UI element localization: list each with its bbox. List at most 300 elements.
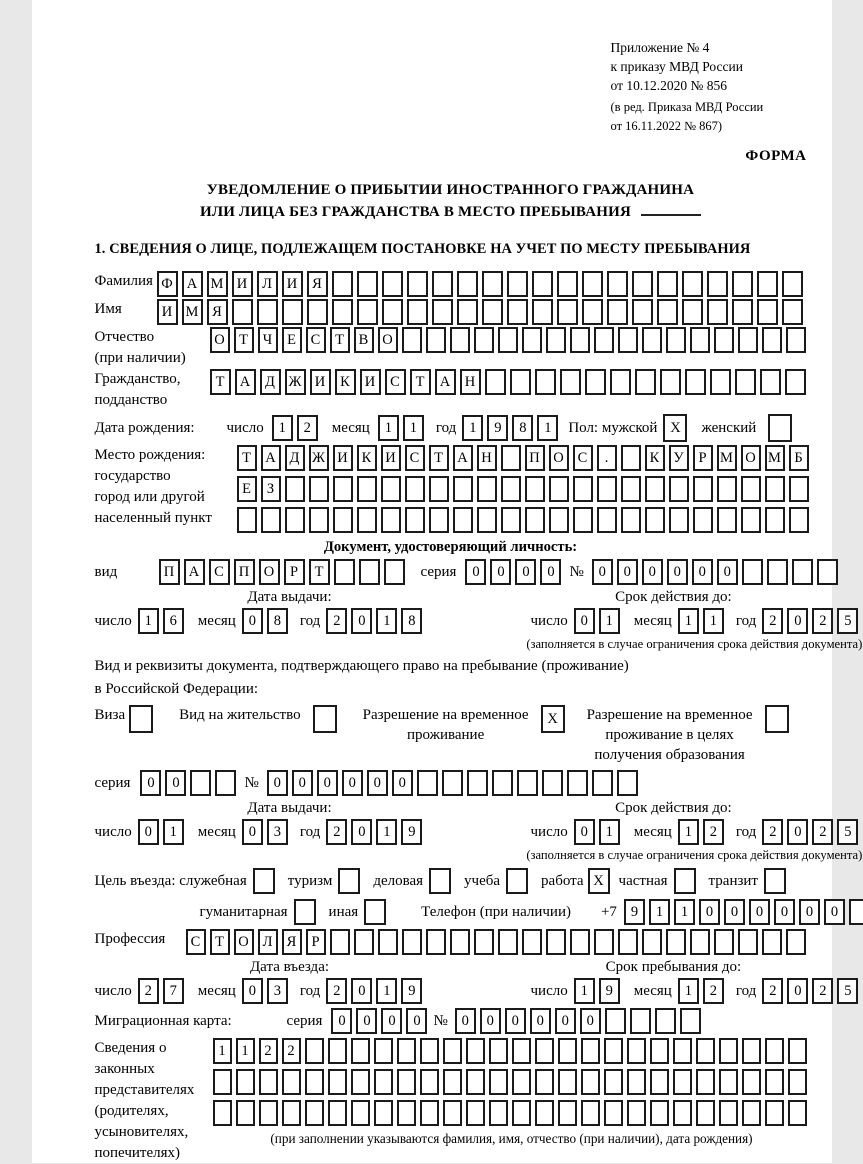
char-cell-empty — [785, 369, 806, 395]
char-cell-empty — [635, 369, 656, 395]
representatives-row — [95, 1038, 807, 1164]
profession-label: Профессия — [94, 931, 166, 947]
residence-permit-option — [179, 705, 340, 733]
char-cell-empty — [618, 327, 638, 353]
residence-issue-day-cells — [138, 819, 188, 845]
char-cell-empty — [657, 271, 678, 297]
char-cell-filled: 3 — [267, 978, 288, 1004]
char-cell-filled: И — [157, 299, 178, 325]
representatives-cells — [213, 1038, 811, 1126]
char-cell-empty — [546, 929, 566, 955]
annex-line: от 10.12.2020 № 856 — [610, 78, 727, 93]
char-cell-empty — [253, 868, 275, 894]
char-cell-filled: Е — [282, 327, 302, 353]
patronymic-row — [95, 327, 807, 369]
residence-issue-header: Дата выдачи: — [247, 800, 332, 816]
char-cell-filled: Т — [330, 327, 350, 353]
char-cell-filled: А — [261, 445, 281, 471]
citizenship-label — [95, 369, 210, 411]
birth-place-cells-row3 — [237, 507, 813, 533]
purpose-work-label: работа — [541, 872, 584, 889]
migration-number-label: № — [433, 1013, 448, 1029]
char-cell-empty — [673, 1038, 692, 1064]
patronymic-label — [95, 327, 210, 369]
char-cell-empty — [765, 1038, 784, 1064]
residence-number-cells — [267, 770, 642, 796]
char-cell-empty — [417, 770, 438, 796]
char-cell-filled: О — [210, 327, 230, 353]
id-doc-validity-col — [485, 588, 863, 652]
char-cell-empty — [742, 1069, 761, 1095]
char-cell-filled: 1 — [376, 819, 397, 845]
id-doc-validity-day-cells — [574, 608, 624, 634]
stay-until-header: Срок пребывания до: — [605, 959, 742, 975]
residence-doc-dates — [94, 799, 863, 863]
residence-validity-header: Срок действия до: — [615, 800, 732, 816]
sex-female-checkbox — [768, 414, 796, 442]
char-cell-empty — [305, 1038, 324, 1064]
char-cell-empty — [535, 1100, 554, 1126]
char-cell-empty — [382, 299, 403, 325]
char-cell-filled: И — [381, 445, 401, 471]
stay-until-col — [485, 958, 863, 1004]
char-cell-empty — [642, 929, 662, 955]
year-label: год — [299, 823, 321, 840]
form-title — [95, 179, 807, 223]
char-cell-filled: 0 — [351, 819, 372, 845]
char-cell-empty — [632, 271, 653, 297]
birth-place-cells-row1 — [237, 445, 813, 471]
char-cell-filled: 1 — [462, 415, 483, 441]
char-cell-empty — [657, 299, 678, 325]
char-cell-empty — [507, 299, 528, 325]
char-cell-empty — [489, 1100, 508, 1126]
residence-permit-label: Вид на жительство — [179, 707, 301, 723]
char-cell-empty — [717, 476, 737, 502]
entry-dates — [94, 958, 852, 1004]
citizenship-label-line1: Гражданство, — [94, 371, 181, 387]
form-title-line2 — [95, 201, 807, 223]
char-cell-empty — [567, 770, 588, 796]
char-cell-empty — [357, 476, 377, 502]
char-cell-empty — [558, 1038, 577, 1064]
char-cell-empty — [732, 299, 753, 325]
char-cell-filled: 2 — [762, 608, 783, 634]
birth-place-label-line3: город или другой — [94, 489, 205, 505]
char-cell-empty — [768, 414, 792, 442]
char-cell-empty — [817, 559, 838, 585]
char-cell-empty — [762, 327, 782, 353]
char-cell-empty — [594, 929, 614, 955]
purpose-private-checkbox — [674, 868, 700, 894]
char-cell-empty — [334, 559, 355, 585]
given-name-label: Имя — [94, 301, 122, 317]
residence-doc-serial-row — [95, 770, 807, 796]
phone-prefix: +7 — [600, 903, 617, 920]
purpose-private-label: частная — [618, 872, 668, 889]
day-label: число — [94, 823, 132, 840]
char-cell-filled: 2 — [812, 978, 833, 1004]
char-cell-empty — [474, 929, 494, 955]
char-cell-empty — [617, 770, 638, 796]
birth-year-label: год — [435, 420, 457, 436]
char-cell-empty — [714, 327, 734, 353]
char-cell-filled: . — [597, 445, 617, 471]
char-cell-filled: 1 — [376, 608, 397, 634]
residence-issue-col — [95, 799, 485, 863]
profession-cells — [186, 929, 810, 955]
char-cell-empty — [381, 507, 401, 533]
char-cell-filled: 0 — [465, 559, 486, 585]
char-cell-empty — [328, 1100, 347, 1126]
char-cell-empty — [597, 507, 617, 533]
char-cell-filled: З — [261, 476, 281, 502]
char-cell-empty — [765, 705, 789, 733]
char-cell-filled: А — [235, 369, 256, 395]
char-cell-filled: 0 — [317, 770, 338, 796]
char-cell-empty — [535, 369, 556, 395]
char-cell-empty — [621, 476, 641, 502]
char-cell-filled: 1 — [138, 608, 159, 634]
char-cell-empty — [535, 1069, 554, 1095]
representatives-cells-row1 — [213, 1038, 811, 1064]
residence-number-label: № — [244, 775, 259, 791]
char-cell-filled: Т — [237, 445, 257, 471]
char-cell-filled: И — [282, 271, 303, 297]
char-cell-empty — [374, 1100, 393, 1126]
char-cell-filled: Д — [285, 445, 305, 471]
char-cell-empty — [129, 705, 153, 733]
char-cell-filled: 0 — [555, 1008, 576, 1034]
char-cell-empty — [549, 476, 569, 502]
day-label: число — [94, 982, 132, 999]
id-doc-validity-note: (заполняется в случае ограничения срока действия документа) — [526, 637, 863, 651]
char-cell-empty — [607, 271, 628, 297]
char-cell-empty — [604, 1069, 623, 1095]
residence-validity-col — [485, 799, 863, 863]
char-cell-empty — [532, 299, 553, 325]
month-label: месяц — [633, 982, 672, 999]
edu-residence-label — [587, 705, 753, 765]
char-cell-filled: Л — [258, 929, 278, 955]
char-cell-filled: 0 — [406, 1008, 427, 1034]
given-name-cells — [157, 299, 807, 325]
char-cell-empty — [604, 1100, 623, 1126]
char-cell-empty — [482, 271, 503, 297]
char-cell-empty — [650, 1100, 669, 1126]
temp-residence-option — [363, 705, 569, 745]
char-cell-empty — [570, 929, 590, 955]
char-cell-empty — [374, 1038, 393, 1064]
char-cell-empty — [330, 929, 350, 955]
purpose-humanitarian-label: гуманитарная — [199, 903, 288, 920]
char-cell-filled: И — [333, 445, 353, 471]
char-cell-empty — [546, 327, 566, 353]
char-cell-empty — [305, 1069, 324, 1095]
residence-issue-year-cells — [326, 819, 426, 845]
char-cell-empty — [357, 299, 378, 325]
char-cell-filled: М — [765, 445, 785, 471]
char-cell-empty — [498, 327, 518, 353]
char-cell-filled: Ф — [157, 271, 178, 297]
char-cell-filled: Я — [282, 929, 302, 955]
year-label: год — [735, 982, 757, 999]
sex-male-label: Пол: мужской — [568, 420, 658, 436]
char-cell-filled: 2 — [259, 1038, 278, 1064]
birth-day-label: число — [226, 420, 264, 436]
char-cell-empty — [237, 507, 257, 533]
char-cell-empty — [374, 1069, 393, 1095]
id-doc-number-label: № — [569, 564, 584, 580]
char-cell-empty — [512, 1038, 531, 1064]
char-cell-empty — [457, 271, 478, 297]
char-cell-empty — [429, 476, 449, 502]
char-cell-empty — [450, 929, 470, 955]
char-cell-empty — [719, 1069, 738, 1095]
profession-row — [95, 929, 807, 955]
char-cell-filled: 1 — [599, 819, 620, 845]
char-cell-filled: 0 — [617, 559, 638, 585]
representatives-label-line2: законных — [94, 1061, 155, 1077]
residence-validity-year-cells — [762, 819, 862, 845]
year-label: год — [735, 612, 757, 629]
char-cell-empty — [313, 705, 337, 733]
char-cell-filled: 0 — [242, 978, 263, 1004]
char-cell-empty — [402, 327, 422, 353]
char-cell-empty — [581, 1100, 600, 1126]
char-cell-empty — [498, 929, 518, 955]
char-cell-filled: 2 — [297, 415, 318, 441]
char-cell-filled: 0 — [242, 819, 263, 845]
char-cell-filled: 0 — [787, 608, 808, 634]
char-cell-empty — [666, 327, 686, 353]
birth-place-label-line1: Место рождения: — [94, 447, 206, 463]
char-cell-filled: 0 — [515, 559, 536, 585]
char-cell-empty — [309, 476, 329, 502]
representatives-label — [95, 1038, 213, 1164]
char-cell-empty — [742, 1038, 761, 1064]
char-cell-empty — [742, 1100, 761, 1126]
char-cell-filled: X — [588, 868, 610, 894]
char-cell-filled: П — [159, 559, 180, 585]
char-cell-empty — [382, 271, 403, 297]
temp-residence-checkbox — [541, 705, 569, 733]
char-cell-empty — [849, 899, 863, 925]
purpose-official-checkbox — [253, 868, 279, 894]
char-cell-filled: Я — [307, 271, 328, 297]
form-title-line1: УВЕДОМЛЕНИЕ О ПРИБЫТИИ ИНОСТРАННОГО ГРАЖДАНИНА — [206, 182, 695, 198]
char-cell-filled: 0 — [367, 770, 388, 796]
char-cell-empty — [426, 929, 446, 955]
day-label: число — [530, 612, 568, 629]
char-cell-filled: 0 — [592, 559, 613, 585]
citizenship-label-line2: подданство — [94, 392, 168, 408]
char-cell-filled: 0 — [787, 819, 808, 845]
char-cell-empty — [507, 271, 528, 297]
char-cell-empty — [285, 507, 305, 533]
char-cell-empty — [351, 1069, 370, 1095]
birth-place-label-line4: населенный пункт — [94, 510, 212, 526]
char-cell-filled: Р — [693, 445, 713, 471]
char-cell-empty — [477, 507, 497, 533]
char-cell-filled: Т — [410, 369, 431, 395]
char-cell-filled: 1 — [272, 415, 293, 441]
char-cell-filled: 0 — [455, 1008, 476, 1034]
residence-validity-month-cells — [678, 819, 728, 845]
char-cell-filled: 0 — [692, 559, 713, 585]
char-cell-empty — [707, 271, 728, 297]
char-cell-empty — [432, 271, 453, 297]
char-cell-filled: 1 — [163, 819, 184, 845]
char-cell-filled: 2 — [812, 819, 833, 845]
char-cell-filled: 8 — [512, 415, 533, 441]
char-cell-filled: 9 — [624, 899, 645, 925]
char-cell-empty — [696, 1038, 715, 1064]
representatives-label-line5: усыновителях, — [94, 1124, 189, 1140]
char-cell-empty — [501, 476, 521, 502]
char-cell-filled: 1 — [678, 978, 699, 1004]
purpose-business-checkbox — [429, 868, 455, 894]
section1-heading: 1. СВЕДЕНИЯ О ЛИЦЕ, ПОДЛЕЖАЩЕМ ПОСТАНОВКЕ НА УЧЕТ ПО МЕСТУ ПРЕБЫВАНИЯ — [94, 241, 751, 257]
char-cell-empty — [215, 770, 236, 796]
representatives-cells-row3 — [213, 1100, 811, 1126]
char-cell-empty — [685, 369, 706, 395]
char-cell-empty — [525, 476, 545, 502]
char-cell-filled: 0 — [642, 559, 663, 585]
char-cell-filled: Н — [460, 369, 481, 395]
char-cell-filled: 1 — [213, 1038, 232, 1064]
char-cell-filled: Д — [260, 369, 281, 395]
char-cell-filled: 9 — [401, 978, 422, 1004]
entry-date-row — [95, 978, 485, 1004]
id-doc-issue-month-cells — [242, 608, 292, 634]
char-cell-empty — [522, 929, 542, 955]
edu-residence-label-line2: проживание в целях — [605, 727, 734, 743]
char-cell-empty — [597, 476, 617, 502]
char-cell-empty — [397, 1069, 416, 1095]
char-cell-filled: Т — [429, 445, 449, 471]
char-cell-empty — [792, 559, 813, 585]
char-cell-empty — [782, 299, 803, 325]
char-cell-filled: 9 — [487, 415, 508, 441]
char-cell-filled: 0 — [540, 559, 561, 585]
char-cell-empty — [570, 327, 590, 353]
purpose-humanitarian-checkbox — [294, 899, 320, 925]
id-doc-type-label: вид — [94, 564, 118, 580]
char-cell-filled: 0 — [490, 559, 511, 585]
id-doc-number-cells — [592, 559, 842, 585]
char-cell-filled: С — [186, 929, 206, 955]
id-doc-heading: Документ, удостоверяющий личность: — [323, 539, 578, 555]
char-cell-filled: 2 — [326, 819, 347, 845]
char-cell-empty — [558, 1069, 577, 1095]
char-cell-empty — [407, 271, 428, 297]
purpose-other-label: иная — [328, 903, 359, 920]
char-cell-filled: О — [234, 929, 254, 955]
char-cell-filled: 0 — [530, 1008, 551, 1034]
char-cell-empty — [549, 507, 569, 533]
char-cell-empty — [257, 299, 278, 325]
temp-residence-label-line2: проживание — [406, 727, 485, 743]
char-cell-empty — [453, 507, 473, 533]
char-cell-empty — [680, 1008, 701, 1034]
char-cell-empty — [560, 369, 581, 395]
char-cell-empty — [282, 1069, 301, 1095]
char-cell-empty — [592, 770, 613, 796]
char-cell-empty — [645, 476, 665, 502]
residence-validity-day-cells — [574, 819, 624, 845]
char-cell-empty — [432, 299, 453, 325]
char-cell-filled: С — [385, 369, 406, 395]
char-cell-empty — [213, 1069, 232, 1095]
char-cell-filled: С — [209, 559, 230, 585]
char-cell-empty — [294, 899, 316, 925]
char-cell-empty — [522, 327, 542, 353]
representatives-label-line3: представителях — [94, 1082, 195, 1098]
surname-row — [95, 271, 807, 297]
char-cell-empty — [786, 929, 806, 955]
purpose-official-label: Цель въезда: служебная — [94, 872, 247, 889]
day-label: число — [530, 982, 568, 999]
char-cell-empty — [786, 327, 806, 353]
char-cell-empty — [405, 476, 425, 502]
char-cell-empty — [489, 1038, 508, 1064]
char-cell-filled: 0 — [505, 1008, 526, 1034]
char-cell-filled: С — [306, 327, 326, 353]
char-cell-filled: Л — [257, 271, 278, 297]
char-cell-empty — [332, 271, 353, 297]
char-cell-empty — [714, 929, 734, 955]
birth-place-cells — [237, 445, 813, 538]
birth-date-row — [95, 414, 807, 442]
char-cell-filled: 6 — [163, 608, 184, 634]
char-cell-filled: 2 — [762, 978, 783, 1004]
char-cell-empty — [259, 1100, 278, 1126]
char-cell-empty — [477, 476, 497, 502]
char-cell-filled: 0 — [356, 1008, 377, 1034]
temp-residence-label-line1: Разрешение на временное — [362, 707, 529, 723]
char-cell-empty — [682, 271, 703, 297]
char-cell-filled: 0 — [824, 899, 845, 925]
patronymic-label-line1: Отчество — [94, 329, 155, 345]
entry-date-col — [95, 958, 485, 1004]
char-cell-empty — [338, 868, 360, 894]
char-cell-filled: 2 — [703, 978, 724, 1004]
birth-date-label: Дата рождения: — [94, 420, 195, 436]
annex-line: к приказу МВД России — [610, 59, 743, 74]
char-cell-empty — [782, 271, 803, 297]
id-doc-type-cells — [159, 559, 409, 585]
char-cell-empty — [673, 1069, 692, 1095]
char-cell-filled: Ж — [309, 445, 329, 471]
char-cell-empty — [696, 1069, 715, 1095]
char-cell-filled: 1 — [378, 415, 399, 441]
char-cell-empty — [333, 476, 353, 502]
char-cell-filled: 0 — [342, 770, 363, 796]
char-cell-empty — [232, 299, 253, 325]
char-cell-filled: Ж — [285, 369, 306, 395]
char-cell-empty — [333, 507, 353, 533]
char-cell-empty — [719, 1038, 738, 1064]
char-cell-empty — [236, 1069, 255, 1095]
char-cell-empty — [542, 770, 563, 796]
char-cell-empty — [558, 1100, 577, 1126]
id-doc-validity-year-cells — [762, 608, 862, 634]
char-cell-empty — [604, 1038, 623, 1064]
char-cell-empty — [305, 1100, 324, 1126]
char-cell-empty — [627, 1100, 646, 1126]
char-cell-filled: Е — [237, 476, 257, 502]
